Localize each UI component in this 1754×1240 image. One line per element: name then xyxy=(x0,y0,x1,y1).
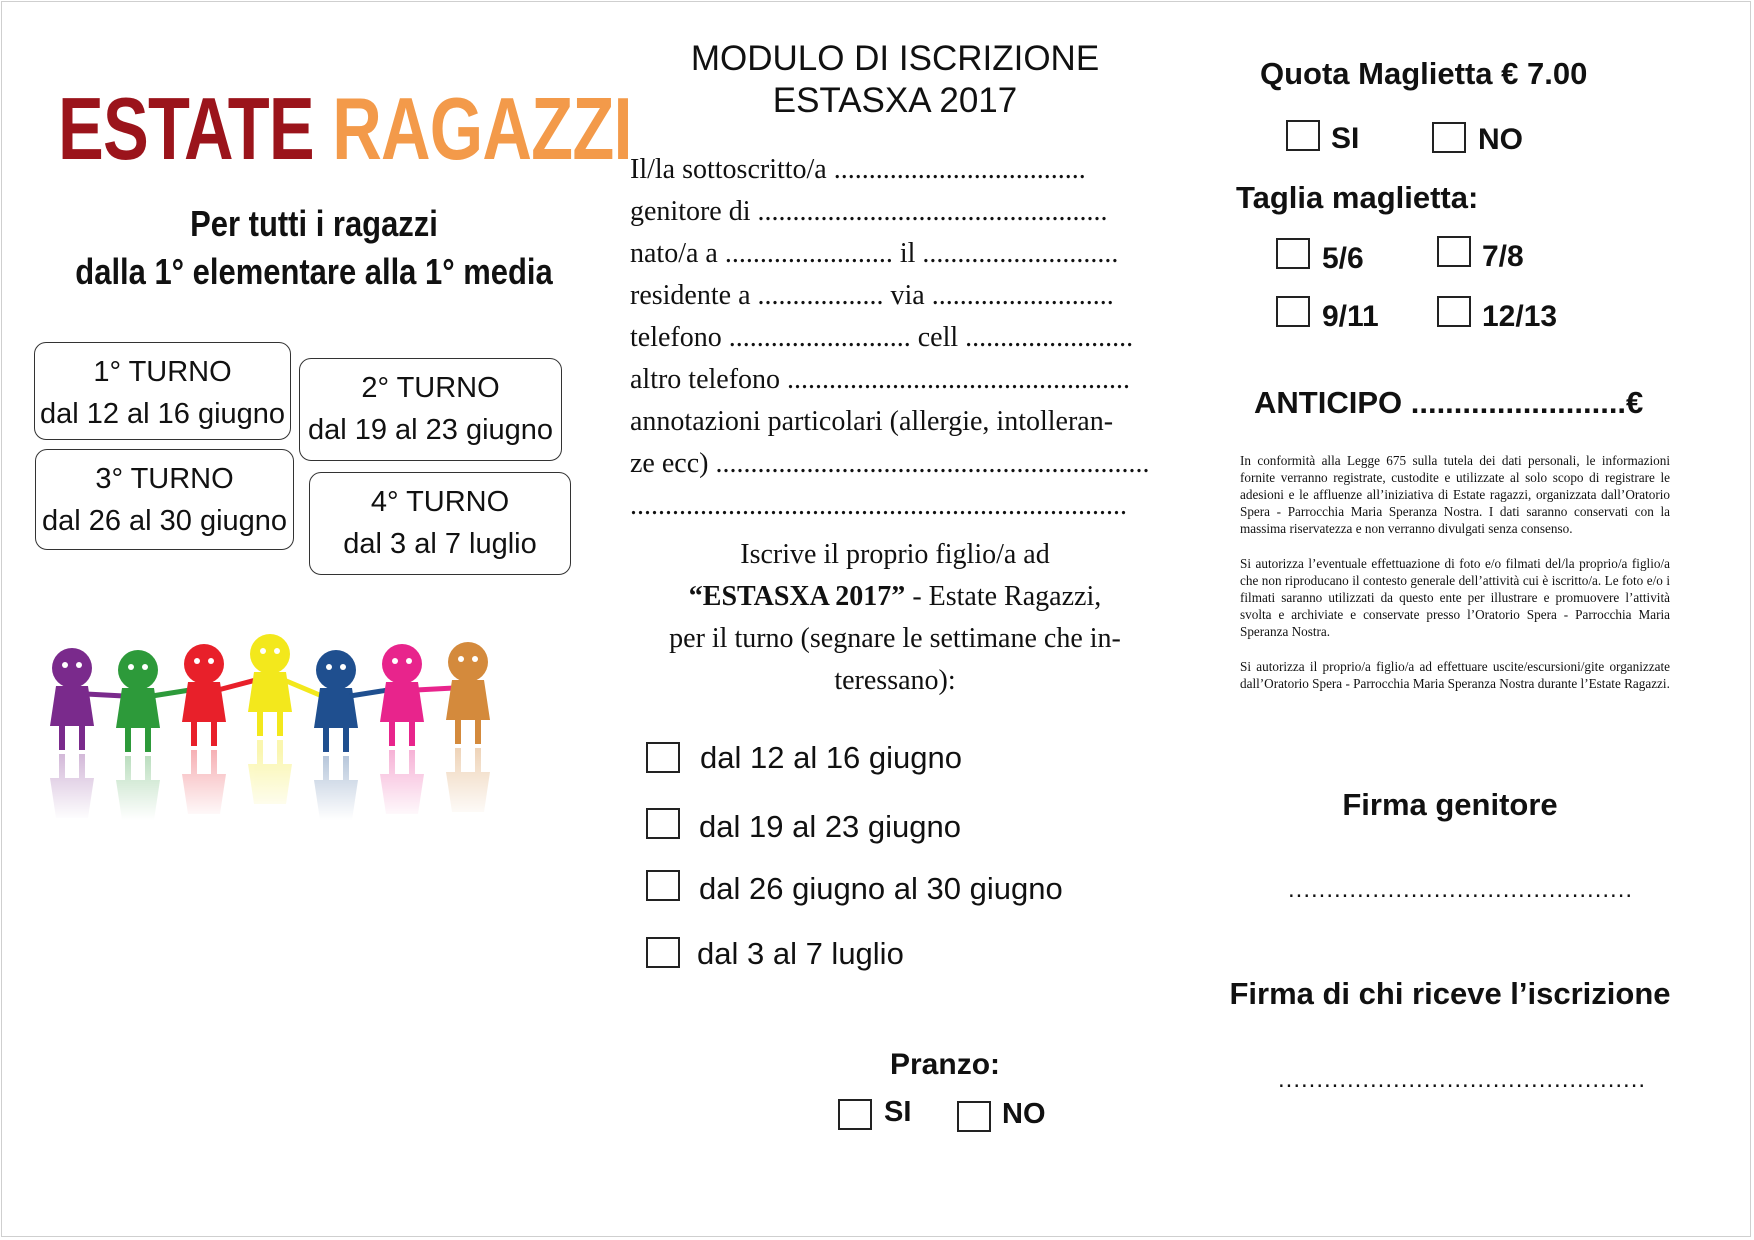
firma-genitore-label: Firma genitore xyxy=(1342,787,1558,822)
iscrive-line-2 xyxy=(610,576,1180,618)
size-9-11-label: 9/11 xyxy=(1322,300,1379,333)
firma-ricevente-label: Firma di chi riceve l’iscrizione xyxy=(1229,976,1671,1011)
iscrive-event-name: “ESTASXA 2017” xyxy=(688,581,906,612)
turno-label: 1° TURNO xyxy=(93,356,232,388)
week-4-label: dal 3 al 7 luglio xyxy=(697,936,904,971)
iscrive-line-2-rest: - Estate Ragazzi, xyxy=(905,581,1102,612)
pranzo-yes-label: SI xyxy=(884,1096,912,1128)
form-title-line-1: MODULO DI ISCRIZIONE xyxy=(690,39,1100,78)
turno-dates: dal 19 al 23 giugno xyxy=(307,414,554,446)
pranzo-no-checkbox[interactable] xyxy=(957,1101,991,1132)
field-altro-telefono[interactable]: altro telefono ................................................. xyxy=(630,364,1131,395)
privacy-paragraph-2: Si autorizza l’eventuale effettuazione di foto e/o filmati del/la proprio/a figlio/a che non riproducano il contesto generale dell’attività cui è iscritto/a. Le foto e/o i filmati saranno utilizzati da questo ente per illustrare e promuovere l’attività svolta e archiviate e conservate presso l’Oratorio Spera - Parrocchia Maria Speranza Nostra. xyxy=(1240,556,1670,639)
iscrive-line-3: per il turno (segnare le settimane che in- xyxy=(669,623,1121,654)
size-5-6-checkbox[interactable] xyxy=(1276,238,1310,269)
turno-dates: dal 12 al 16 giugno xyxy=(39,398,286,430)
size-5-6-label: 5/6 xyxy=(1322,242,1364,275)
week-1-label: dal 12 al 16 giugno xyxy=(700,740,963,775)
turno-label: 4° TURNO xyxy=(370,486,510,518)
size-12-13-label: 12/13 xyxy=(1482,300,1558,333)
turno-label: 2° TURNO xyxy=(361,372,500,404)
iscrive-line-4: teressano): xyxy=(834,665,956,696)
week-4-checkbox[interactable] xyxy=(646,937,680,968)
size-12-13-checkbox[interactable] xyxy=(1437,296,1471,327)
size-7-8-checkbox[interactable] xyxy=(1437,236,1471,267)
size-7-8-label: 7/8 xyxy=(1482,240,1524,273)
quota-no-checkbox[interactable] xyxy=(1432,122,1466,153)
turno-label: 3° TURNO xyxy=(95,463,234,495)
form-title-line-2: ESTASXA 2017 xyxy=(772,81,1018,120)
poster-subtitle xyxy=(70,200,558,296)
turno-box-1 xyxy=(34,342,291,440)
iscrive-text xyxy=(610,534,1180,702)
pranzo-label: Pranzo: xyxy=(890,1048,1001,1081)
field-annotazioni: annotazioni particolari (allergie, intolleran- xyxy=(630,406,1114,437)
week-3-label: dal 26 giugno al 30 giugno xyxy=(699,871,1063,906)
field-annotazioni-extra[interactable]: ....................................................................... xyxy=(630,490,1127,521)
subtitle-line-2: dalla 1° elementare alla 1° media xyxy=(75,251,553,292)
week-2-checkbox[interactable] xyxy=(646,808,680,839)
title-word-ragazzi: RAGAZZI xyxy=(332,79,632,178)
week-1-checkbox[interactable] xyxy=(646,742,680,773)
firma-genitore-line[interactable]: ............................................. xyxy=(1288,876,1634,903)
firma-ricevente-line[interactable]: ................................................ xyxy=(1278,1066,1647,1093)
taglia-label: Taglia maglietta: xyxy=(1236,180,1479,215)
pranzo-yes-checkbox[interactable] xyxy=(838,1099,872,1130)
field-telefono[interactable]: telefono .......................... cell ........................ xyxy=(630,322,1134,353)
quota-maglietta: Quota Maglietta € 7.00 xyxy=(1260,56,1588,91)
week-2-label: dal 19 al 23 giugno xyxy=(699,809,962,844)
field-nato-a[interactable]: nato/a a ........................ il ............................ xyxy=(630,238,1119,269)
field-sottoscritto[interactable]: Il/la sottoscritto/a .................................... xyxy=(630,154,1086,185)
turno-box-3 xyxy=(35,449,294,550)
quota-no-label: NO xyxy=(1478,123,1523,156)
quota-yes-checkbox[interactable] xyxy=(1286,120,1320,151)
iscrive-line-1: Iscrive il proprio figlio/a ad xyxy=(740,539,1050,570)
turno-box-4 xyxy=(309,472,571,575)
field-residente[interactable]: residente a .................. via .......................... xyxy=(630,280,1114,311)
field-annotazioni-cont[interactable]: ze ecc) .............................................................. xyxy=(630,448,1150,479)
quota-yes-label: SI xyxy=(1331,122,1360,155)
title-word-estate: ESTATE xyxy=(58,79,314,178)
privacy-paragraph-1: In conformità alla Legge 675 sulla tutela dei dati personali, le informazioni fornite verranno registrate, custodite e utilizzate al solo scopo di registrare le adesioni e le affluenze all’iniziativa di Estate ragazzi, organizzata dall’Oratorio Spera - Parrocchia Maria Speranza Nostra. I dati saranno conservati con la massima riservatezza e non verranno divulgati senza consenso. xyxy=(1240,453,1670,536)
poster-title xyxy=(58,78,632,180)
week-3-checkbox[interactable] xyxy=(646,870,680,901)
turno-dates: dal 3 al 7 luglio xyxy=(343,528,537,560)
pranzo-no-label: NO xyxy=(1002,1098,1046,1130)
privacy-notice xyxy=(1240,452,1670,710)
turno-box-2 xyxy=(299,358,562,461)
subtitle-line-1: Per tutti i ragazzi xyxy=(190,203,438,244)
field-genitore-di[interactable]: genitore di .................................................. xyxy=(630,196,1108,227)
children-illustration xyxy=(38,620,578,820)
size-9-11-checkbox[interactable] xyxy=(1276,296,1310,327)
privacy-paragraph-3: Si autorizza il proprio/a figlio/a ad effettuare uscite/escursioni/gite organizzate dall’Oratorio Spera - Parrocchia Maria Speranza Nostra durante l’Estate Ragazzi. xyxy=(1240,659,1670,691)
form-title xyxy=(610,38,1180,122)
turno-dates: dal 26 al 30 giugno xyxy=(41,505,288,537)
anticipo-field[interactable]: ANTICIPO .........................€ xyxy=(1254,385,1644,420)
